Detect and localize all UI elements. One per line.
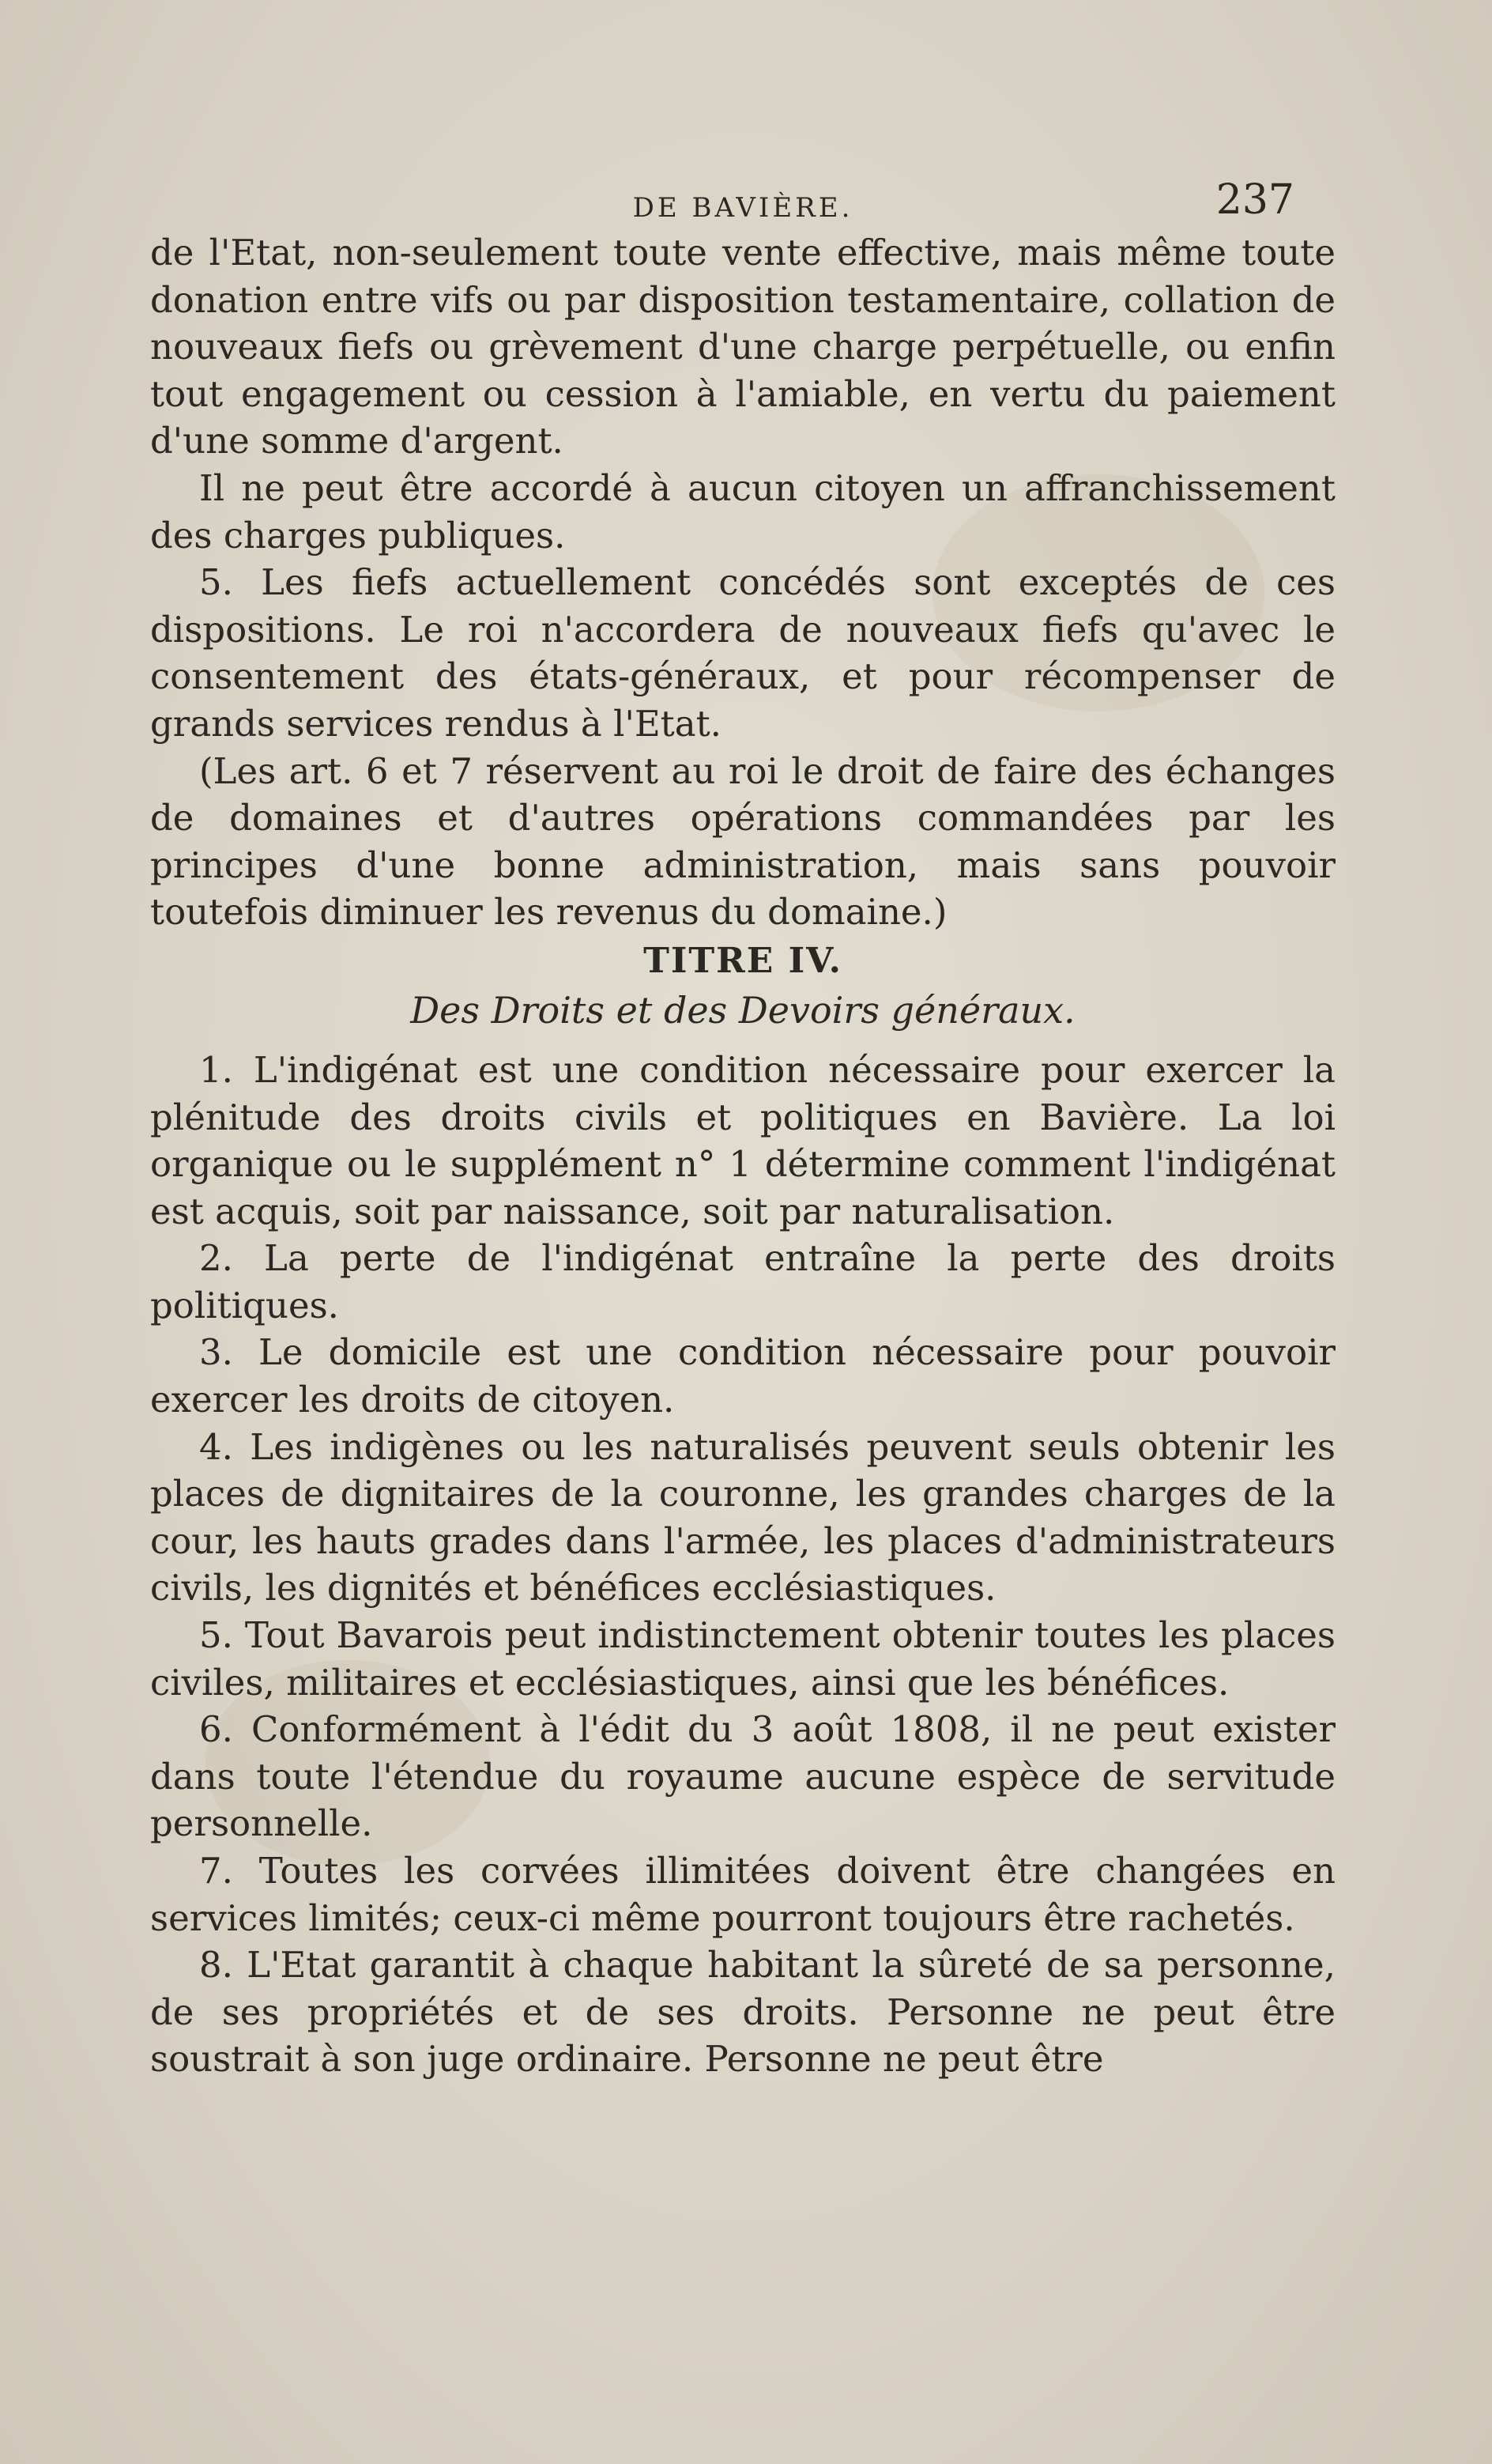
paragraph: 1. L'indigénat est une condition nécessaire pour exercer la plénitude des droits civils et politiques en Bavière. La loi organique ou le supplément n° 1 détermine comment l'indigénat est acquis, soit par naissance, soit par naturalisation. [150, 1048, 1336, 1232]
paragraph: 2. La perte de l'indigénat entraîne la perte des droits politiques. [150, 1237, 1336, 1326]
paragraphs-before-title [150, 229, 1336, 936]
paragraph: 8. L'Etat garantit à chaque habitant la sûreté de sa personne, de ses propriétés et de ses droits. Personne ne peut être soustrait à son juge ordinaire. Personne ne peut être [150, 1944, 1336, 2081]
paragraph: de l'Etat, non-seulement toute vente effective, mais même toute donation entre vifs ou par disposition testamentaire, collation de nouveaux fiefs ou grèvement d'une charge perpétuelle, ou enfin tout engagement ou cession à l'amiable, en vertu du paiement d'une somme d'argent. [150, 232, 1336, 462]
paragraph: 7. Toutes les corvées illimitées doivent être changées en services limités; ceux-ci même pourront toujours être rachetés. [150, 1850, 1336, 1939]
paragraphs-after-title [150, 1047, 1336, 2083]
page-text [150, 176, 1336, 2083]
paragraph: Il ne peut être accordé à aucun citoyen un affranchissement des charges publiques. [150, 466, 1336, 557]
running-head: DE BAVIÈRE. [632, 192, 853, 224]
section-title: TITRE IV. [643, 940, 842, 981]
section-subtitle: Des Droits et des Devoirs généraux. [410, 988, 1076, 1032]
paragraph: 3. Le domicile est une condition nécessaire pour pouvoir exercer les droits de citoyen. [150, 1331, 1336, 1421]
page-number: 237 [1215, 176, 1294, 224]
paragraph: 6. Conformément à l'édit du 3 août 1808, il ne peut exister dans toute l'étendue du royaume aucune espèce de servitude personnelle. [150, 1708, 1336, 1845]
page-header [150, 176, 1336, 228]
paragraph: 4. Les indigènes ou les naturalisés peuvent seuls obtenir les places de dignitaires de la couronne, les grandes charges de la cour, les hauts grades dans l'armée, les places d'administrateurs civils, les dignités et bénéfices ecclésiastiques. [150, 1425, 1336, 1609]
paragraph: (Les art. 6 et 7 réservent au roi le droit de faire des échanges de domaines et d'autres opérations commandées par les principes d'une bonne administration, mais sans pouvoir toutefois diminuer les revenus du domaine.) [150, 749, 1336, 934]
paragraph: 5. Tout Bavarois peut indistinctement obtenir toutes les places civiles, militaires et ecclésiastiques, ainsi que les bénéfices. [150, 1614, 1336, 1704]
paragraph: 5. Les fiefs actuellement concédés sont exceptés de ces dispositions. Le roi n'accordera de nouveaux fiefs qu'avec le consentement des états-généraux, et pour récompenser de grands services rendus à l'Etat. [150, 561, 1336, 745]
